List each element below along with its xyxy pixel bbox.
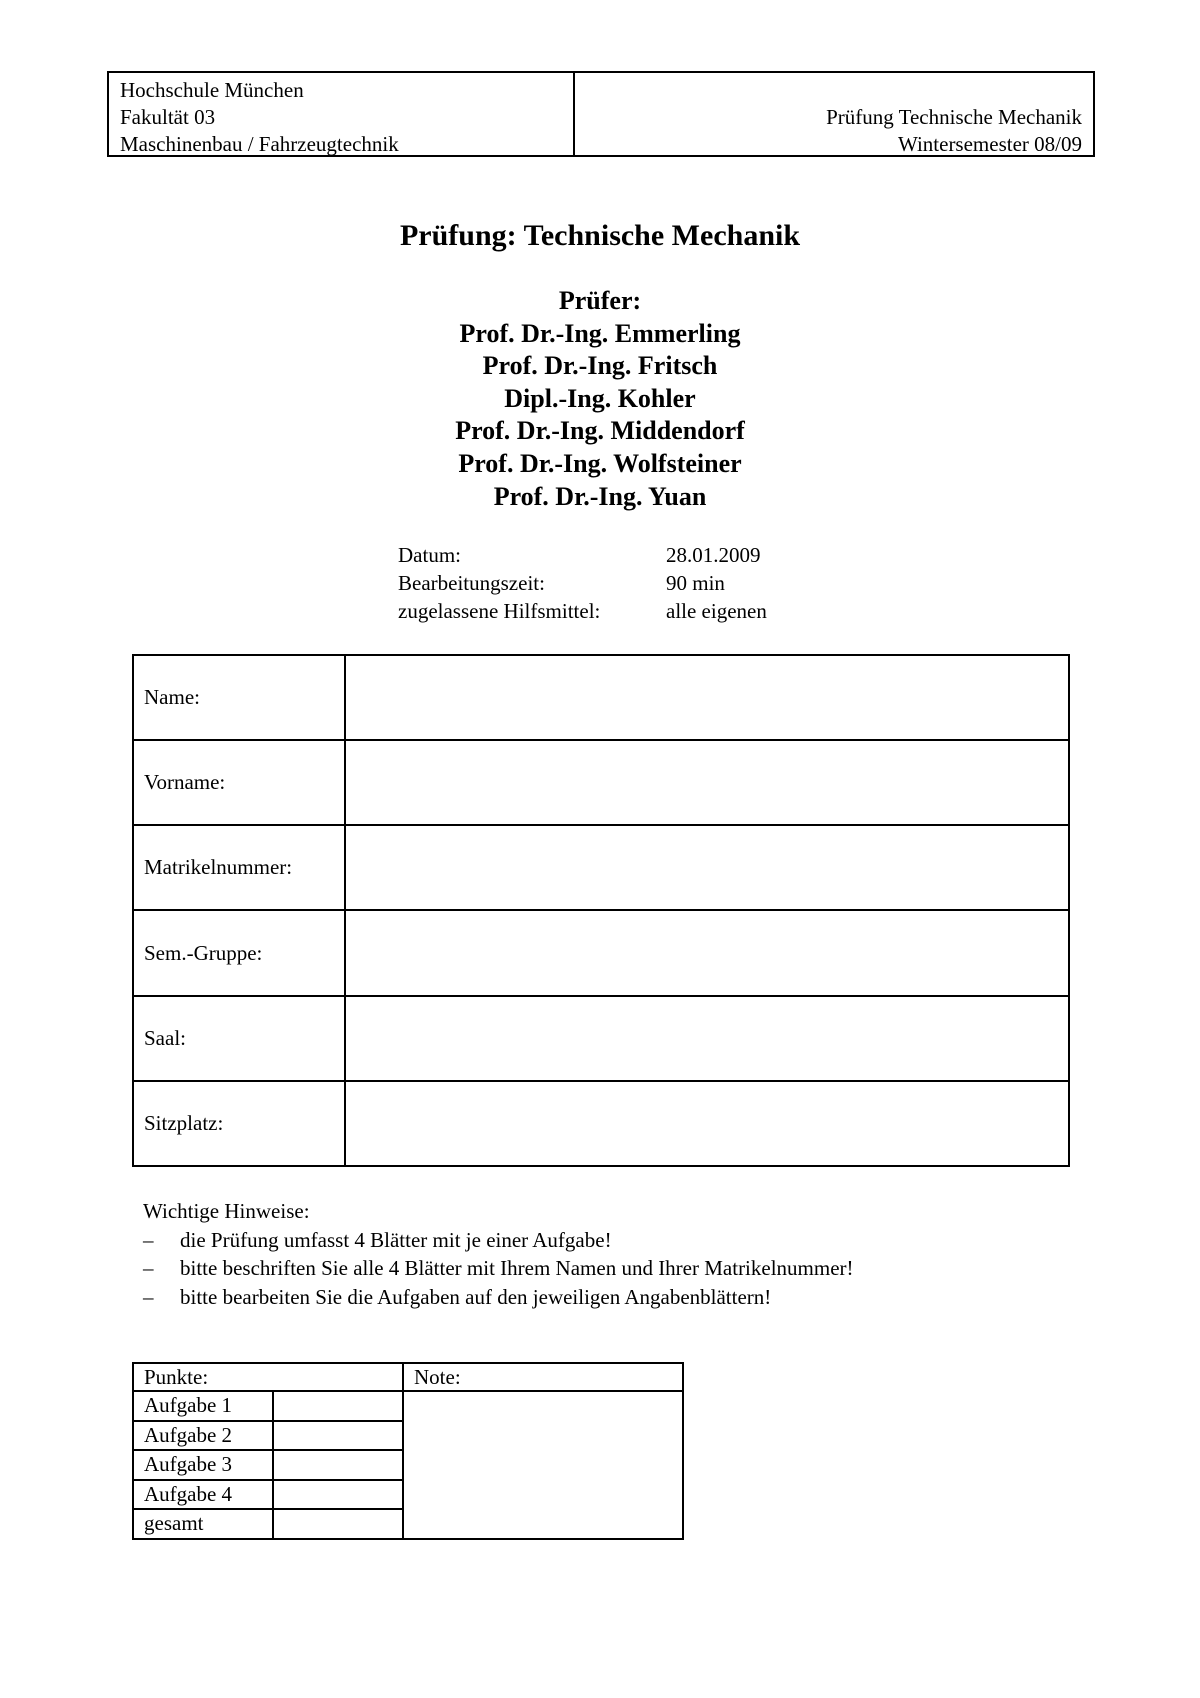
form-field-name[interactable]	[345, 655, 1069, 740]
examiner-name: Prof. Dr.-Ing. Emmerling	[459, 318, 741, 348]
form-field-matriculation[interactable]	[345, 825, 1069, 910]
meta-label: Datum:	[398, 543, 461, 567]
task-label: Aufgabe 4	[144, 1481, 233, 1506]
table-row	[134, 1481, 402, 1511]
task-points-cell[interactable]	[272, 1392, 402, 1420]
list-item	[143, 1226, 854, 1255]
header-right-line: Wintersemester 08/09	[897, 132, 1082, 156]
form-field-first-name[interactable]	[345, 740, 1069, 825]
note-text: bitte bearbeiten Sie die Aufgaben auf den jeweiligen Angabenblättern!	[180, 1284, 772, 1309]
notes-heading: Wichtige Hinweise:	[143, 1199, 310, 1223]
examiner-name: Dipl.-Ing. Kohler	[504, 383, 696, 413]
table-row	[134, 1510, 402, 1540]
meta-value: alle eigenen	[666, 599, 767, 623]
task-label: Aufgabe 1	[144, 1393, 233, 1417]
form-field-group[interactable]	[345, 910, 1069, 995]
form-row	[133, 910, 1069, 995]
examiner-name: Prof. Dr.-Ing. Wolfsteiner	[458, 448, 742, 478]
form-row	[133, 1081, 1069, 1166]
points-column	[134, 1364, 404, 1538]
list-item	[143, 1283, 854, 1312]
header-left-line: Maschinenbau / Fahrzeugtechnik	[120, 132, 399, 156]
grade-header: Note:	[404, 1364, 682, 1392]
form-field-room[interactable]	[345, 996, 1069, 1081]
student-info-form	[132, 654, 1070, 1167]
task-label: Aufgabe 2	[144, 1422, 233, 1447]
header-left-line: Fakultät 03	[120, 105, 216, 129]
total-points-cell[interactable]	[272, 1510, 402, 1540]
task-points-cell[interactable]	[272, 1422, 402, 1450]
note-text: bitte beschriften Sie alle 4 Blätter mit Ihrem Namen und Ihrer Matrikelnummer!	[180, 1256, 854, 1280]
form-label-seat: Sitzplatz:	[133, 1081, 345, 1166]
form-label-first-name: Vorname:	[133, 740, 345, 825]
form-label-room: Saal:	[133, 996, 345, 1081]
form-row	[133, 996, 1069, 1081]
table-row	[134, 1392, 402, 1422]
page-title: Prüfung: Technische Mechanik	[399, 219, 801, 252]
meta-value: 28.01.2009	[666, 543, 761, 567]
list-item	[143, 1254, 854, 1283]
dash-bullet: –	[143, 1256, 154, 1280]
header-institution	[109, 73, 575, 155]
dash-bullet: –	[143, 1227, 154, 1252]
examiner-name: Prof. Dr.-Ing. Yuan	[493, 481, 707, 511]
examiner-heading: Prüfer:	[558, 286, 642, 315]
score-table	[132, 1362, 684, 1540]
form-label-group: Sem.-Gruppe:	[133, 910, 345, 995]
header-box	[107, 71, 1095, 157]
exam-date-row	[398, 541, 767, 569]
form-label-name: Name:	[133, 655, 345, 740]
table-row	[134, 1451, 402, 1481]
meta-label: zugelassene Hilfsmittel:	[398, 599, 601, 623]
table-row	[134, 1422, 402, 1452]
note-text: die Prüfung umfasst 4 Blätter mit je einer Aufgabe!	[180, 1227, 612, 1252]
meta-value: 90 min	[666, 571, 725, 595]
task-label: Aufgabe 3	[144, 1452, 233, 1476]
task-points-cell[interactable]	[272, 1481, 402, 1509]
grade-cell[interactable]	[404, 1392, 682, 1538]
points-header: Punkte:	[134, 1364, 402, 1392]
exam-aids-row	[398, 597, 767, 625]
form-row	[133, 655, 1069, 740]
dash-bullet: –	[143, 1284, 154, 1309]
examiner-list	[0, 285, 1200, 513]
exam-details	[398, 541, 767, 625]
form-label-matriculation: Matrikelnummer:	[133, 825, 345, 910]
exam-duration-row	[398, 569, 767, 597]
task-label: gesamt	[144, 1511, 204, 1535]
header-right-line: Prüfung Technische Mechanik	[826, 105, 1082, 129]
meta-label: Bearbeitungszeit:	[398, 571, 545, 595]
examiner-name: Prof. Dr.-Ing. Fritsch	[482, 351, 718, 381]
form-row	[133, 825, 1069, 910]
header-exam-info	[573, 73, 1093, 155]
header-left-line: Hochschule München	[120, 78, 304, 102]
task-points-cell[interactable]	[272, 1451, 402, 1479]
important-notes	[143, 1197, 854, 1311]
form-row	[133, 740, 1069, 825]
grade-column	[404, 1364, 682, 1538]
examiner-name: Prof. Dr.-Ing. Middendorf	[455, 416, 745, 446]
form-field-seat[interactable]	[345, 1081, 1069, 1166]
